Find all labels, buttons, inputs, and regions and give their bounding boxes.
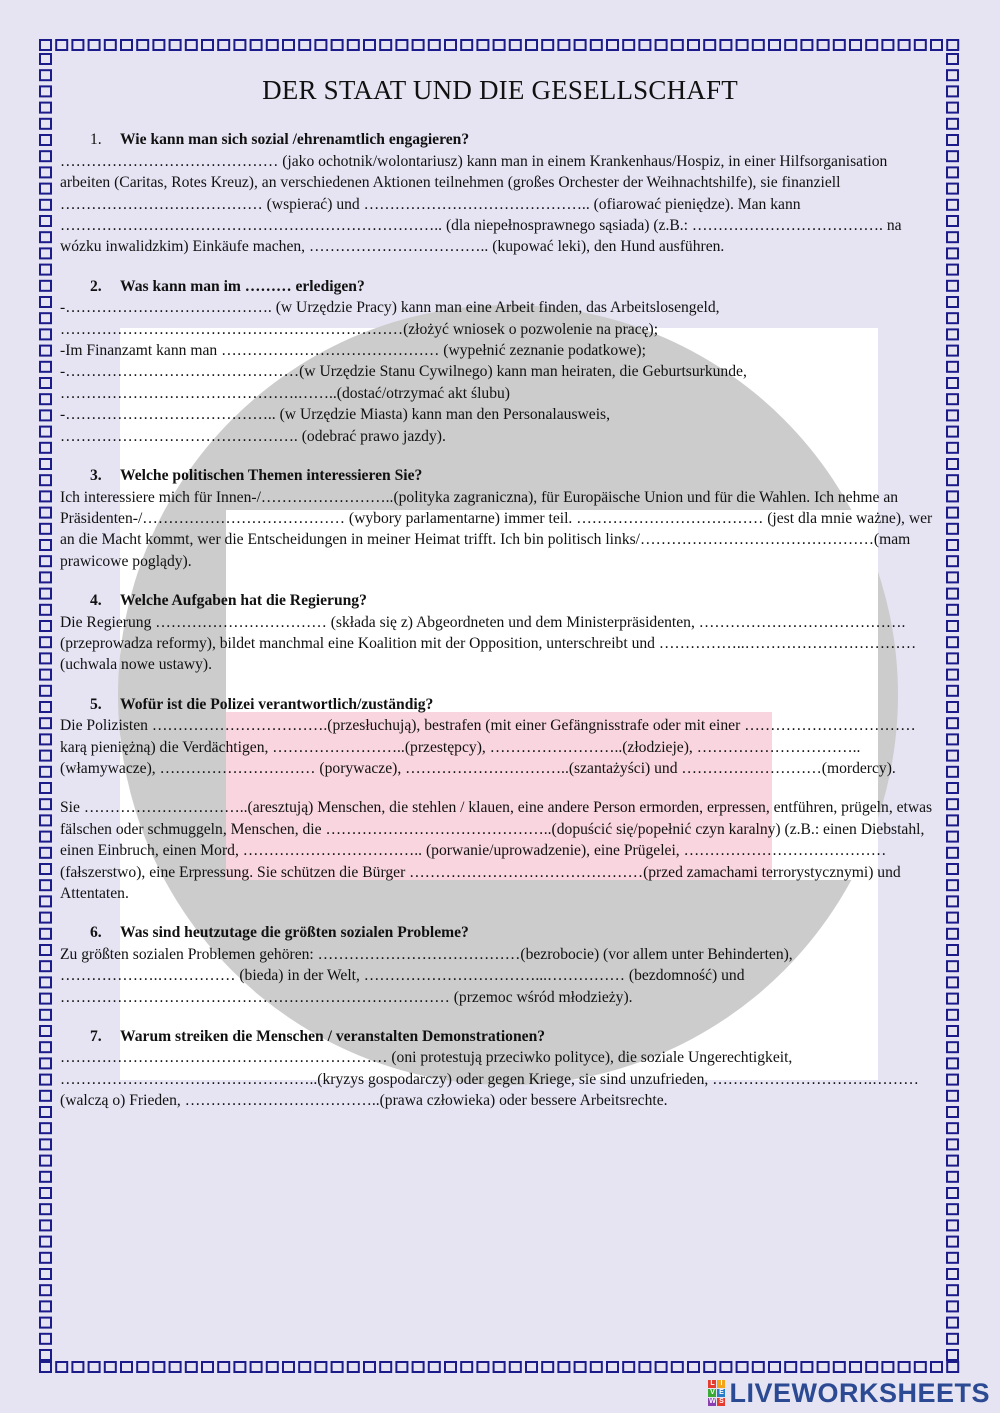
question-number: 4. <box>90 592 102 610</box>
question-heading <box>60 922 940 943</box>
question-heading-text: Wofür ist die Polizei verantwortlich/zuständig? <box>120 695 434 713</box>
question-number: 5. <box>90 695 102 713</box>
text-line: Die Regierung …………………………… (składa się z) Abgeordneten und dem Ministerpräsidenten, ………………………………….(przeprowadza reformy), bildet manchmal eine Koalition mit der Opposition, unterschreibt und ……………..……………………………(uchwala nowe ustawy). <box>60 613 917 674</box>
question-3 <box>60 465 940 572</box>
question-heading <box>60 276 940 297</box>
page-title: DER STAAT UND DIE GESELLSCHAFT <box>262 75 738 105</box>
question-answer-text <box>60 612 940 676</box>
question-heading-text: Wie kann man sich sozial /ehrenamtlich engagieren? <box>120 131 470 149</box>
question-heading <box>60 465 940 486</box>
question-heading-text: Welche politischen Themen interessieren Sie? <box>120 467 423 485</box>
question-heading-text: Was kann man im ……… erledigen? <box>120 277 365 295</box>
question-heading-text: Warum streiken die Menschen / veranstalten Demonstrationen? <box>120 1028 546 1046</box>
question-answer-text <box>60 715 940 904</box>
question-number: 6. <box>90 924 102 942</box>
question-answer-text <box>60 297 940 447</box>
text-line: Zu größten sozialen Problemen gehören: …………………………………(bezrobocie) (vor allem unter Behinderten), ……………….…………… (bieda) in der Welt, ……………………………...…………… (bezdomność) und ………………………………………………………………… (przemoc wśród młodzieży). <box>60 945 793 1006</box>
question-heading-text: Welche Aufgaben hat die Regierung? <box>120 592 367 610</box>
question-7 <box>60 1026 940 1112</box>
question-heading <box>60 129 940 150</box>
text-line: ……………………………………………………… (oni protestują przeciwko polityce), die soziale Ungerechtigkeit, …………………………………………..(kryzys gospodarczy) oder gegen Kriege, sie sind unzufrieden, ………………………….……… (walczą o) Frieden, ………………………………..(prawa człowieka) oder bessere Arbeitsrechte. <box>60 1049 919 1110</box>
text-line: -………………………………………(w Urzędzie Stanu Cywilnego) kann man heiraten, die Geburtsurkunde, <box>60 363 747 381</box>
logo-text: LIVEWORKSHEETS <box>729 1377 990 1408</box>
question-6 <box>60 922 940 1008</box>
text-line: Die Polizisten …………………………….(przesłuchują), bestrafen (mit einer Gefängnisstrafe oder mit einer ……………………………karą pieniężną) die Verdächtigen, ……………………..(przestępcy), ……………………..(złodzieje), …………………………..(włamywacze), ………………………… (porywacze), …………………………..(szantażyści) und ………………………(mordercy). <box>60 717 916 777</box>
question-list <box>60 129 940 1111</box>
question-answer-text <box>60 487 940 573</box>
question-answer-text <box>60 1047 940 1111</box>
liveworksheets-logo[interactable] <box>708 1377 990 1409</box>
question-heading-text: Was sind heutzutage die größten sozialen Probleme? <box>120 924 469 942</box>
question-answer-text <box>60 151 940 258</box>
text-line: …………………………………………………………(złożyć wniosek o pozwolenie na pracę); <box>60 320 659 338</box>
text-line: ……………………………………….……..(dostać/otrzymać akt ślubu) <box>60 384 510 402</box>
logo-badge-icon: L I V E W S <box>709 1380 724 1405</box>
text-line: -Im Finanzamt kann man …………………………………… (wypełnić zeznanie podatkowe); <box>60 342 646 360</box>
question-5 <box>60 694 940 905</box>
question-answer-text <box>60 944 940 1008</box>
text-line: …………………………………… (jako ochotnik/wolontariusz) kann man in einem Krankenhaus/Hospiz, in einer Hilfsorganisation arbeiten (Caritas, Rotes Kreuz), an verschiedenen Aktionen teilnehmen (großes Orchester der Weihnachtshilfe), sie finanziell ………………………………… (wspierać) und …………………………………….. (ofiarować pieniędze). Man kann ……………………………………………………………….. (dla niepełnosprawnego sąsiada) (z.B.: ………………………………. na wózku inwalidzkim) Einkäufe machen, …………………………….. (kupować leki), den Hund ausführen. <box>60 152 902 256</box>
question-heading <box>60 590 940 611</box>
text-line: Sie …………………………..(aresztują) Menschen, die stehlen / klauen, eine andere Person ermorden, erpressen, entführen, prügeln, etwas fälschen oder schmuggeln, Menschen, die ……………………………………..(dopuścić się/popełnić czyn karalny) (z.B.: einen Diebstahl, einen Einbruch, einen Mord, …………………………….. (porwanie/uprowadzenie), eine Prügelei, …………………………………(fałszerstwo), eine Erpressung. Sie schützen die Bürger ………………………………………(przed zamachami terrorystycznymi) und Attentaten. <box>60 799 933 902</box>
question-heading <box>60 694 940 715</box>
worksheet-content <box>60 75 940 1130</box>
text-line: ………………………………………. (odebrać prawo jazdy). <box>60 427 446 445</box>
question-number: 3. <box>90 467 102 485</box>
question-heading <box>60 1026 940 1047</box>
text-line: -…………………………………. (w Urzędzie Pracy) kann man eine Arbeit finden, das Arbeitslosengeld, <box>60 299 720 317</box>
text-line: -………………………………….. (w Urzędzie Miasta) kann man den Personalausweis, <box>60 406 610 424</box>
question-number: 2. <box>90 277 102 295</box>
question-number: 1. <box>90 131 102 149</box>
question-2 <box>60 276 940 447</box>
text-line: Ich interessiere mich für Innen-/……………………..(polityka zagraniczna), für Europäische Union und für die Wahlen. Ich nehme an Präsidenten-/………………………………… (wybory parlamentarne) immer teil. ……………………………… (jest dla mnie ważne), wer an die Macht kommt, wer die Entscheidungen in meiner Heimat trifft. Ich bin politisch links/………………………………………(mam prawicowe poglądy). <box>60 488 933 570</box>
question-4 <box>60 590 940 676</box>
question-1 <box>60 129 940 257</box>
question-number: 7. <box>90 1028 102 1046</box>
